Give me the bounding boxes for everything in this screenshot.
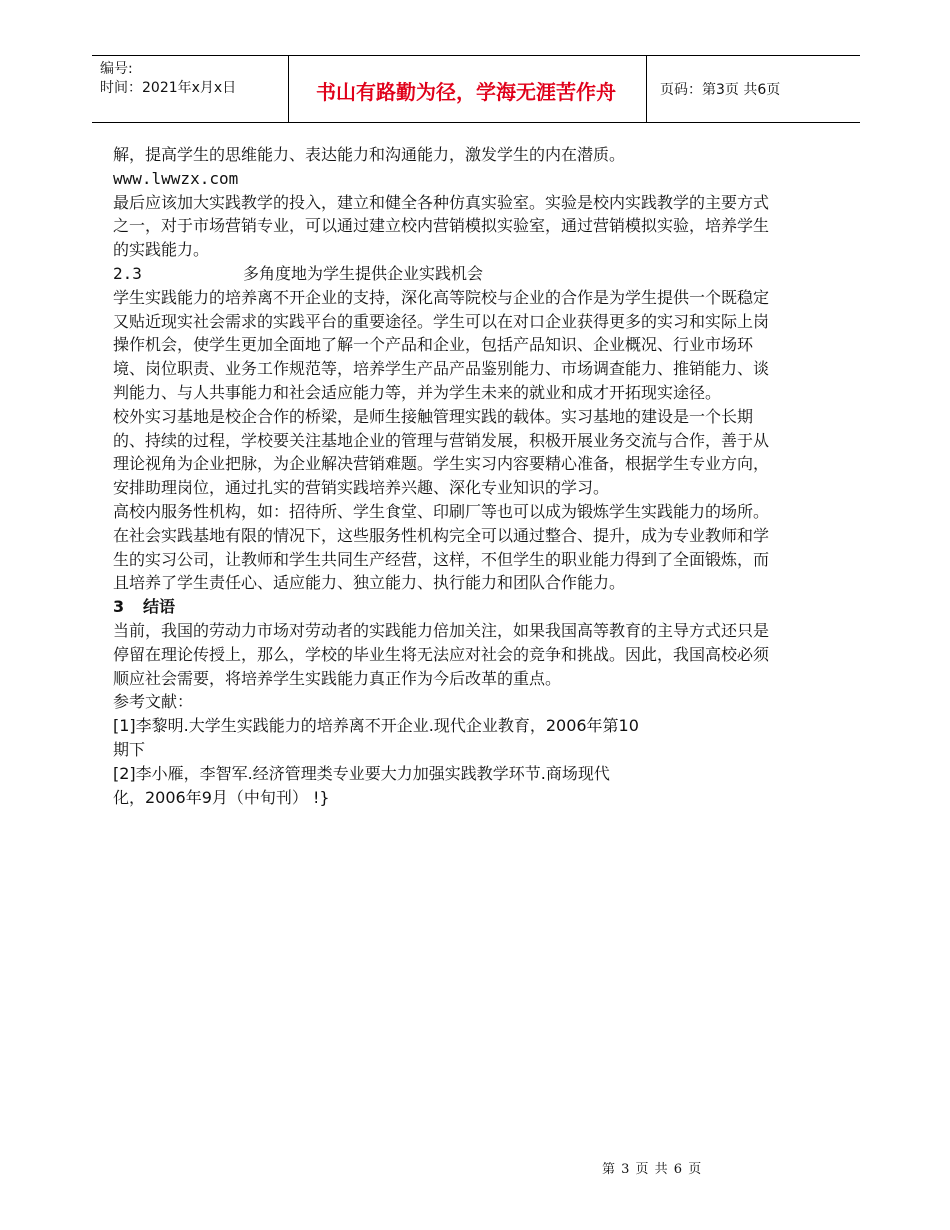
reference-2 [113, 762, 775, 810]
website-url: www.lwwzx.com [113, 168, 239, 188]
section-number: 2.3 [113, 263, 142, 283]
paragraph-2: 最后应该加大实践教学的投入，建立和健全各种仿真实验室。实验是校内实践教学的主要方式之一，对于市场营销专业，可以通过建立校内营销模拟实验室，通过营销模拟实验，培养学生的实践能力。 [113, 192, 770, 260]
document-body [113, 143, 775, 809]
document-number-label: 编号: [100, 61, 133, 77]
reference-1-line-1: [1]李黎明.大学生实践能力的培养离不开企业.现代企业教育，2006年第10 [113, 716, 639, 736]
section-title: 结语 [143, 597, 176, 617]
section-number: 3 [113, 597, 125, 617]
paragraph-1: 解，提高学生的思维能力、表达能力和沟通能力，激发学生的内在潜质。 [113, 145, 626, 164]
section-title: 多角度地为学生提供企业实践机会 [243, 263, 484, 283]
reference-1 [113, 714, 775, 762]
references-label: 参考文献： [113, 692, 194, 712]
reference-2-line-2: 化，2006年9月（中旬刊） !} [113, 787, 330, 807]
header-left [100, 60, 236, 98]
page-header [92, 55, 860, 123]
header-divider-right [646, 56, 647, 122]
paragraph-6: 当前，我国的劳动力市场对劳动者的实践能力倍加关注，如果我国高等教育的主导方式还只是停留在理论传授上，那么，学校的毕业生将无法应对社会的竞争和挑战。因此，我国高校必须顺应社会需要，将培养学生实践能力真正作为今后改革的重点。 [113, 620, 770, 688]
page-footer: 第 3 页 共 6 页 [602, 1162, 702, 1177]
reference-2-line-1: [2]李小雁，李智军.经济管理类专业要大力加强实践教学环节.商场现代 [113, 763, 610, 783]
paragraph-4: 校外实习基地是校企合作的桥梁，是师生接触管理实践的载体。实习基地的建设是一个长期的、持续的过程，学校要关注基地企业的管理与营销发展，积极开展业务交流与合作，善于从理论视角为企业把脉，为企业解决营销难题。学生实习内容要精心准备，根据学生专业方向，安排助理岗位，通过扎实的营销实践培养兴趣、深化专业知识的学习。 [113, 406, 770, 498]
document-time-label: 时间：2021年x月x日 [100, 80, 237, 96]
reference-1-line-2: 期下 [113, 739, 146, 759]
section-heading-2-3 [113, 262, 775, 286]
header-page-info: 页码：第3页 共6页 [660, 82, 781, 98]
header-motto: 书山有路勤为径，学海无涯苦作舟 [316, 80, 616, 104]
paragraph-3: 学生实践能力的培养离不开企业的支持，深化高等院校与企业的合作是为学生提供一个既稳定又贴近现实社会需求的实践平台的重要途径。学生可以在对口企业获得更多的实习和实际上岗操作机会，使学生更加全面地了解一个产品和企业，包括产品知识、企业概况、行业市场环境、岗位职责、业务工作规范等，培养学生产品产品鉴别能力、市场调查能力、推销能力、谈判能力、与人共事能力和社会适应能力等，并为学生未来的就业和成才开拓现实途径。 [113, 287, 770, 402]
paragraph-5: 高校内服务性机构，如：招待所、学生食堂、印刷厂等也可以成为锻炼学生实践能力的场所。在社会实践基地有限的情况下，这些服务性机构完全可以通过整合、提升，成为专业教师和学生的实习公司，让教师和学生共同生产经营，这样，不但学生的职业能力得到了全面锻炼，而且培养了学生责任心、适应能力、独立能力、执行能力和团队合作能力。 [113, 501, 770, 593]
section-heading-3 [113, 595, 775, 619]
